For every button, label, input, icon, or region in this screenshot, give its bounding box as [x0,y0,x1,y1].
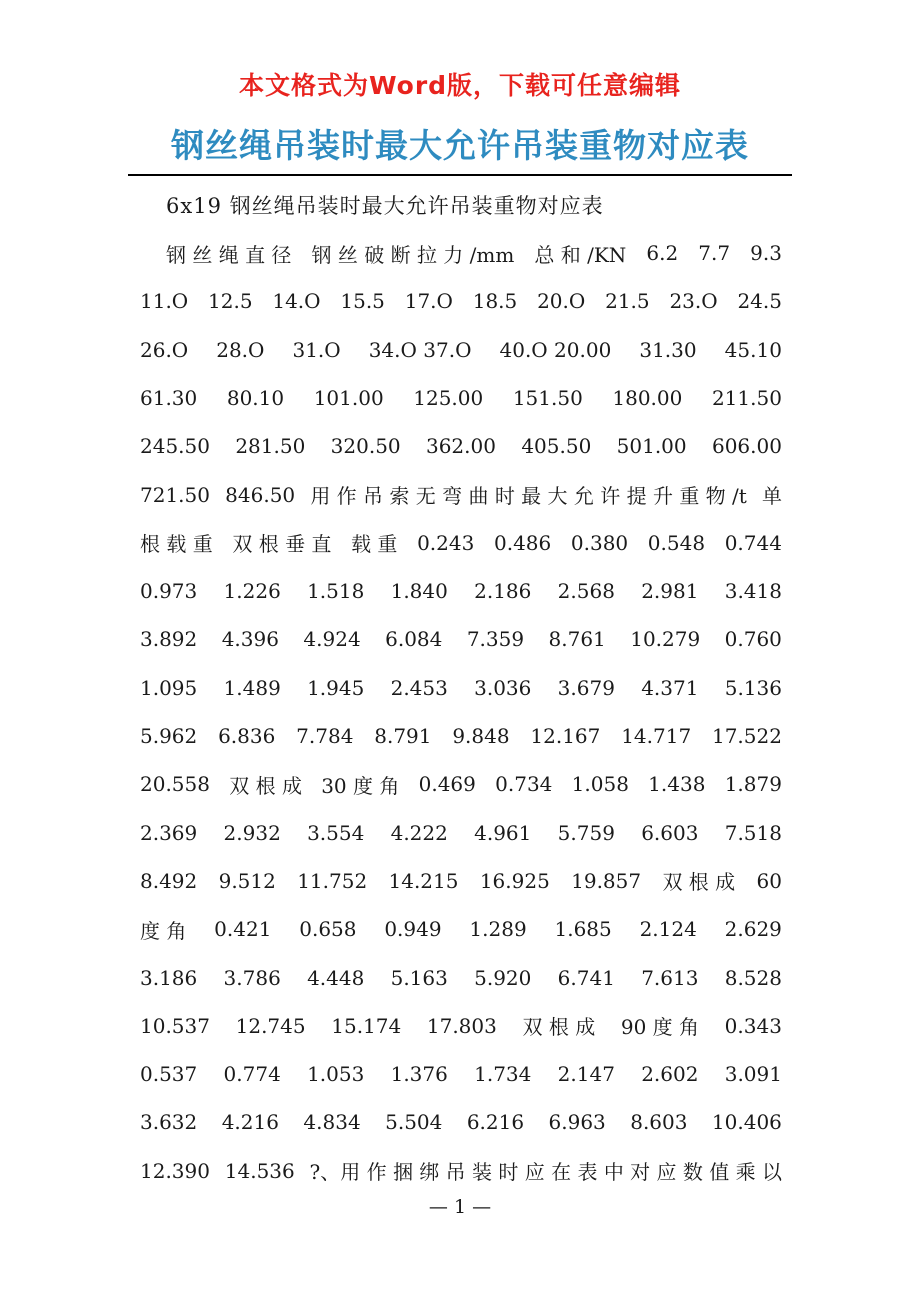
text-token: 钢 丝 绳 直 径 [166,242,292,267]
text-token: 0.658 [299,917,357,942]
text-token: 0.548 [647,530,706,555]
text-token: 根 载 重 [140,532,213,557]
text-token: 1.840 [390,579,448,604]
text-token: 2.629 [724,917,782,942]
text-token: 载 重 [351,532,398,557]
text-token: 2.147 [557,1062,615,1087]
text-token: 15.5 [340,289,385,314]
text-token: 0.343 [724,1013,782,1038]
text-line [140,1059,782,1089]
text-token: 0.421 [214,917,272,942]
text-token: 26.O [140,337,189,362]
text-line [140,528,782,558]
text-token: 6.603 [641,820,699,845]
text-token: 2.453 [390,675,448,700]
text-token: 5.163 [390,965,448,990]
text-token: 6.216 [466,1110,525,1135]
text-token: 846.50 [225,482,296,507]
text-token: 7.613 [641,965,699,990]
text-token: 18.5 [472,289,518,314]
text-token: 245.50 [140,434,210,459]
text-token: 14.717 [621,724,692,748]
text-token: 11.O [140,289,189,314]
document-title: 钢丝绳吊装时最大允许吊装重物对应表 [171,126,749,165]
text-token: 1.226 [223,579,281,604]
text-token: 1.489 [223,675,281,700]
text-token: 3.892 [140,627,198,652]
text-token: 281.50 [235,434,306,459]
text-token: 0.949 [384,917,442,942]
text-line [140,769,782,799]
text-token: 4.222 [390,820,448,845]
text-token: 6.084 [385,627,443,652]
text-token: 14.536 [224,1158,295,1183]
text-token: 2.981 [641,579,699,604]
text-token: 0.760 [724,627,782,652]
text-token: 15.174 [331,1013,402,1038]
text-token: 0.380 [570,530,629,555]
text-token: 3.679 [557,675,615,700]
text-line [140,673,782,703]
text-token: 度 角 [140,918,187,943]
text-token: 20.O [537,289,586,314]
text-line [140,1156,782,1186]
text-token: 1.289 [469,917,527,942]
text-token: 14.215 [388,868,459,893]
text-token: 1.053 [307,1062,365,1087]
text-token: 0.469 [418,772,476,797]
text-token: 5.504 [385,1110,443,1135]
text-token: 8.761 [548,627,606,652]
text-token: 3.554 [307,820,365,845]
text-token: 双 根 成 [662,870,736,895]
text-line [140,914,782,944]
text-token: 501.00 [616,434,687,459]
text-token: 3.186 [140,965,198,990]
text-line [140,1107,782,1137]
text-token: 20.558 [140,772,210,797]
text-token: 3.036 [474,675,532,700]
text-line [140,383,782,413]
text-token: 双 根 垂 直 [232,532,332,557]
text-line [140,576,782,606]
text-token: 4.448 [307,965,365,990]
text-token: 单 [761,484,782,508]
text-token: 双 根 成 [522,1015,596,1040]
text-token: 1.945 [307,675,365,700]
text-token: 151.50 [512,385,583,410]
text-token: 钢 丝 破 断 拉 力 /mm [311,242,515,267]
text-token: 4.924 [303,627,361,652]
text-token: 45.10 [724,337,782,362]
text-token: 双 根 成 [229,773,302,798]
text-token: 7.7 [698,241,731,265]
text-token: ?、用 作 捆 绑 吊 装 时 应 在 表 中 对 应 数 值 乘 以 [309,1160,782,1185]
text-token: 1.376 [390,1062,448,1087]
text-token: 1.518 [307,579,365,604]
text-line [140,721,782,751]
download-banner: 本文格式为Word版，下载可任意编辑 [238,71,682,100]
text-token: 3.091 [724,1062,782,1087]
text-token: 101.00 [313,385,384,410]
text-token: 17.803 [426,1013,497,1038]
text-token: 2.369 [140,820,198,845]
text-token: 320.50 [330,434,401,459]
text-token: 211.50 [711,385,782,410]
text-token: 11.752 [297,868,368,893]
text-token: 用 作 吊 索 无 弯 曲 时 最 大 允 许 提 升 重 物 /t [310,484,747,508]
text-token: 80.10 [226,385,285,410]
text-token: 7.518 [724,820,782,845]
text-token: 5.962 [140,724,198,748]
text-line [140,963,782,993]
text-token: 90 度 角 [620,1015,700,1040]
text-token: 31.O [292,337,341,362]
text-line [140,866,782,896]
text-token: 0.537 [140,1062,198,1087]
text-token: 34.O 37.O [368,337,472,362]
text-token: 405.50 [521,434,592,459]
text-token: 总 和 /KN [534,242,627,267]
text-token: 9.848 [452,724,510,748]
text-line [140,431,782,461]
text-token: 0.734 [495,772,553,797]
text-token: 19.857 [571,868,642,893]
text-token: 8.528 [724,965,782,990]
text-token: 23.O [669,289,718,314]
text-token: 10.279 [630,627,701,652]
text-token: 606.00 [711,434,782,459]
text-token: 40.O 20.00 [499,337,612,362]
text-line [140,1011,782,1041]
text-token: 60 [756,868,782,893]
text-token: 1.438 [648,772,706,797]
text-token: 24.5 [737,289,782,314]
text-token: 5.759 [557,820,615,845]
text-token: 1.058 [571,772,629,797]
text-token: 61.30 [140,385,198,410]
text-token: 16.925 [479,868,550,893]
text-token: 8.791 [374,724,432,748]
text-token: 4.961 [474,820,532,845]
text-token: 17.522 [711,724,782,748]
text-token: 1.734 [474,1062,532,1087]
text-token: 4.216 [221,1110,279,1135]
text-token: 1.879 [724,772,782,797]
text-line [140,335,782,365]
text-token: 0.744 [724,530,782,555]
text-token: 4.834 [303,1110,361,1135]
text-token: 3.632 [140,1110,198,1135]
text-token: 362.00 [425,434,496,459]
text-token: 5.136 [724,675,782,700]
text-token: 6.741 [557,965,615,990]
text-token: 28.O [216,337,265,362]
text-token: 10.406 [711,1110,782,1135]
text-token: 0.486 [493,530,552,555]
text-token: 2.186 [474,579,532,604]
text-token: 12.5 [208,289,253,314]
text-token: 6.2 [646,241,679,265]
text-token: 0.973 [140,579,198,604]
text-token: 17.O [404,289,453,314]
text-token: 4.396 [221,627,279,652]
text-token: 2.602 [641,1062,699,1087]
text-token: 5.920 [474,965,532,990]
text-token: 2.568 [557,579,615,604]
text-token: 8.492 [140,868,198,893]
table-subtitle: 6x19 钢丝绳吊装时最大允许吊装重物对应表 [166,194,604,218]
text-token: 12.745 [235,1013,306,1038]
text-token: 12.167 [530,724,601,748]
text-token: 3.786 [223,965,281,990]
text-token: 7.784 [296,724,354,748]
text-token: 180.00 [612,385,683,410]
text-token: 0.243 [417,530,475,555]
text-token: 1.095 [140,675,198,700]
text-token: 2.932 [223,820,281,845]
text-token: 6.836 [218,724,276,748]
text-token: 14.O [272,289,321,314]
text-token: 8.603 [630,1110,688,1135]
text-line [140,286,782,316]
text-token: 9.3 [750,241,782,265]
text-token: 30 度 角 [321,773,400,798]
text-token: 721.50 [140,482,210,507]
text-token: 4.371 [641,675,699,700]
text-token: 1.685 [554,917,612,942]
text-line [140,480,782,510]
text-token: 3.418 [724,579,782,604]
text-token: 2.124 [639,917,697,942]
text-token: 6.963 [548,1110,606,1135]
text-token: 125.00 [413,385,484,410]
text-token: 10.537 [140,1013,210,1038]
text-token: 31.30 [639,337,697,362]
text-token: 0.774 [223,1062,281,1087]
page-number: — 1 — [428,1196,492,1218]
text-token: 21.5 [605,289,650,314]
text-token: 9.512 [218,868,276,893]
text-line [140,624,782,654]
text-line [166,238,782,268]
text-token: 12.390 [140,1158,210,1183]
title-divider [128,174,792,176]
text-line [140,818,782,848]
text-token: 7.359 [466,627,525,652]
